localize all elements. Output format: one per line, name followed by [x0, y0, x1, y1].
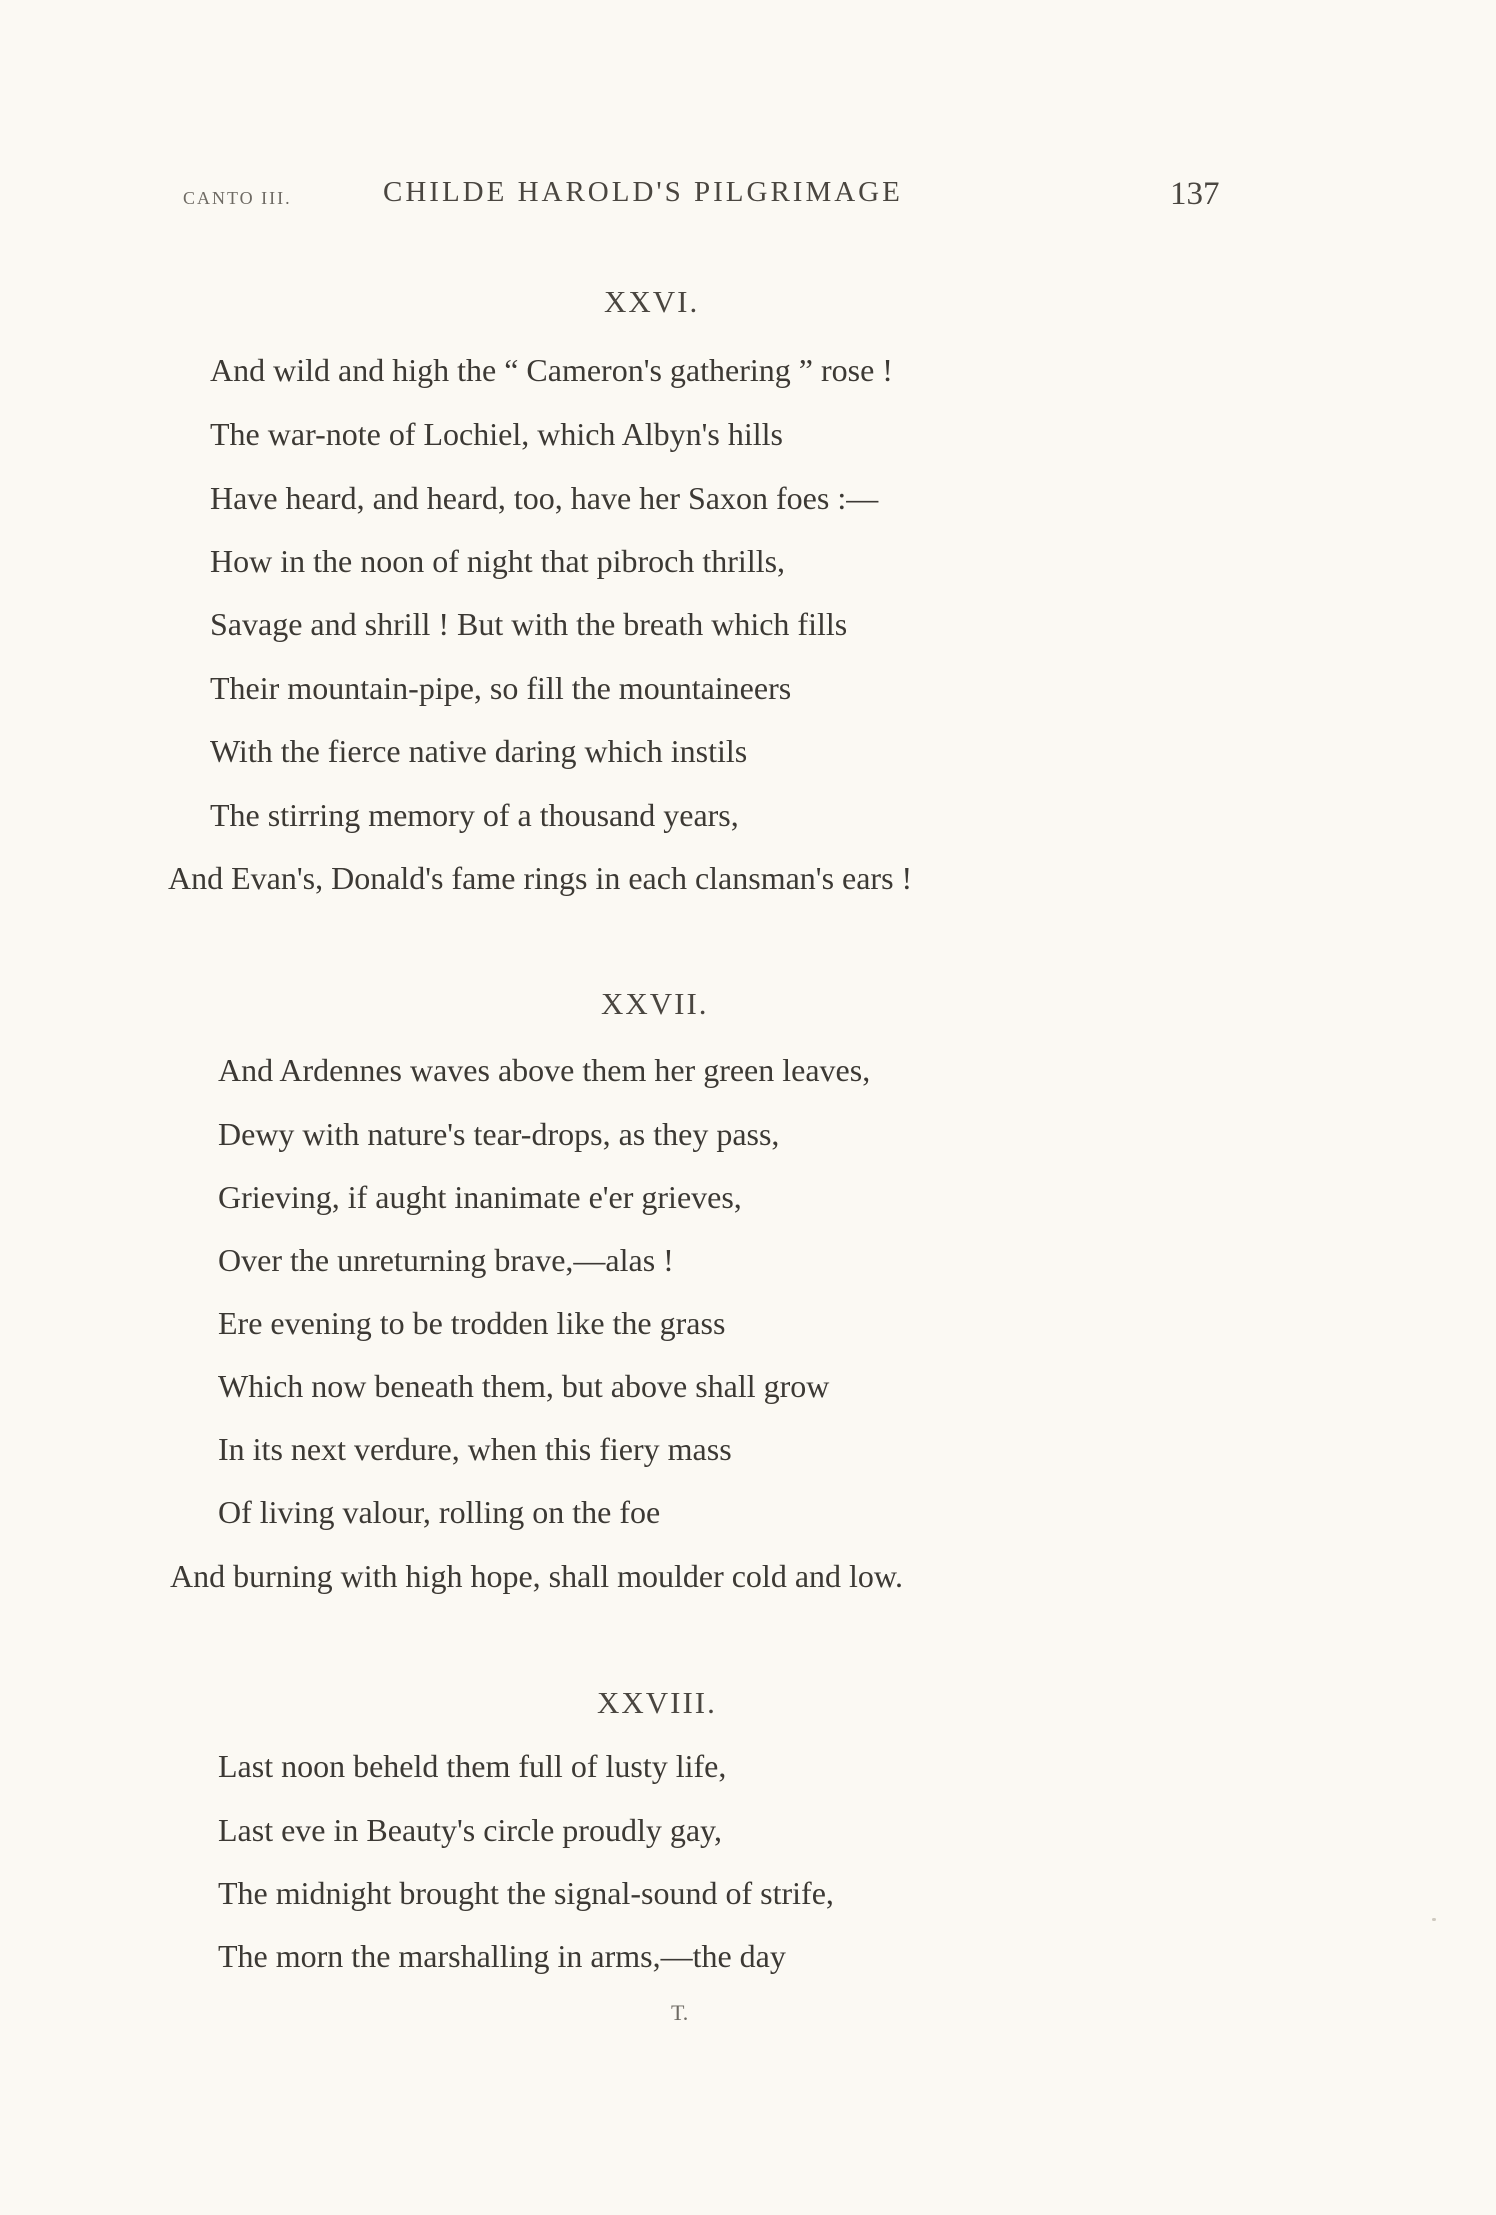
signature-mark: T. [671, 2000, 689, 2025]
verse-line: Have heard, and heard, too, have her Saxon foes :— [210, 480, 879, 516]
running-header [0, 176, 1496, 216]
verse-line: And Ardennes waves above them her green leaves, [218, 1052, 871, 1088]
page-number: 137 [1170, 176, 1220, 212]
verse-line: The midnight brought the signal-sound of strife, [218, 1875, 834, 1911]
stanza-number: XXVIII. [597, 1685, 717, 1720]
verse-line: Which now beneath them, but above shall grow [218, 1368, 830, 1404]
verse-line: And Evan's, Donald's fame rings in each clansman's ears ! [168, 860, 913, 896]
paper-speck [1432, 1918, 1436, 1921]
verse-line: The morn the marshalling in arms,—the day [218, 1938, 786, 1974]
verse-line: Dewy with nature's tear-drops, as they pass, [218, 1116, 780, 1152]
running-title: CHILDE HAROLD'S PILGRIMAGE [383, 176, 903, 208]
verse-line: Of living valour, rolling on the foe [218, 1494, 661, 1530]
verse-line: The stirring memory of a thousand years, [210, 797, 739, 833]
verse-line: Grieving, if aught inanimate e'er grieves, [218, 1179, 742, 1215]
stanza-number: XXVI. [604, 284, 700, 319]
verse-line: Last eve in Beauty's circle proudly gay, [218, 1812, 722, 1848]
verse-line: And burning with high hope, shall moulder cold and low. [170, 1558, 903, 1594]
verse-line: Over the unreturning brave,—alas ! [218, 1242, 674, 1278]
canto-label: CANTO III. [183, 188, 292, 208]
verse-line: And wild and high the “ Cameron's gathering ” rose ! [210, 352, 893, 388]
verse-line: Ere evening to be trodden like the grass [218, 1305, 726, 1341]
verse-line: The war-note of Lochiel, which Albyn's hills [210, 416, 783, 452]
verse-line: With the fierce native daring which instils [210, 733, 748, 769]
verse-line: Savage and shrill ! But with the breath which fills [210, 606, 848, 642]
verse-line: How in the noon of night that pibroch thrills, [210, 543, 786, 579]
verse-line: Their mountain-pipe, so fill the mountaineers [210, 670, 792, 706]
verse-line: Last noon beheld them full of lusty life, [218, 1748, 727, 1784]
verse-line: In its next verdure, when this fiery mass [218, 1431, 732, 1467]
stanza-number: XXVII. [601, 986, 709, 1021]
